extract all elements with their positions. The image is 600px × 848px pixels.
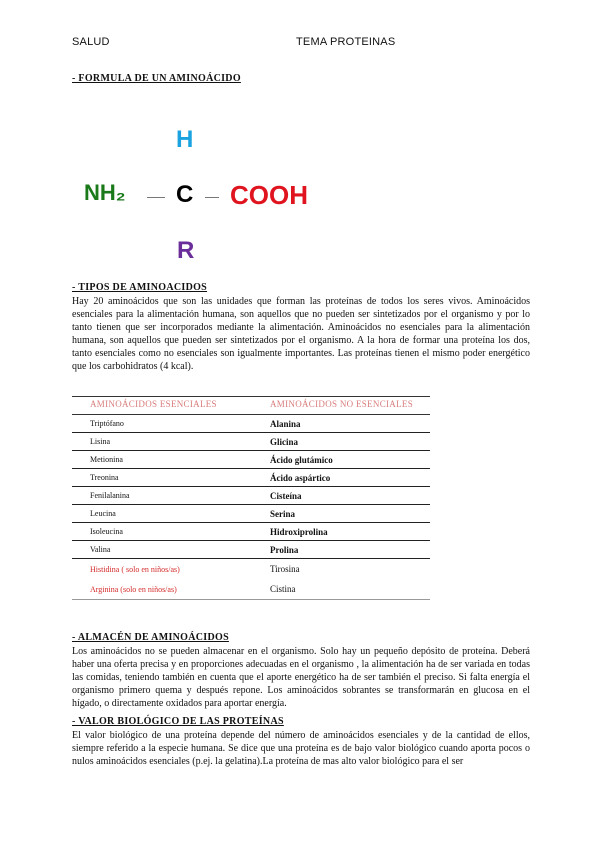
esencial-cell-children: Histidina ( solo en niños/as) <box>90 564 180 574</box>
table-row <box>72 487 430 505</box>
formula-c: C <box>176 181 194 208</box>
header-subject: SALUD <box>72 36 110 48</box>
table-row <box>72 541 430 559</box>
formula-heading: - FORMULA DE UN AMINOÁCIDO <box>72 73 241 84</box>
no-esencial-cell: Tirosina <box>270 564 300 574</box>
almacen-heading: - ALMACÉN DE AMINOÁCIDOS <box>72 632 229 643</box>
table-row <box>72 469 430 487</box>
table-header-esenciales: AMINOÁCIDOS ESENCIALES <box>72 397 262 415</box>
no-esencial-cell: Prolina <box>262 541 430 559</box>
formula-bond-right <box>205 197 219 198</box>
tipos-heading: - TIPOS DE AMINOACIDOS <box>72 282 208 293</box>
esencial-cell: Isoleucina <box>72 523 262 541</box>
tipos-paragraph: Hay 20 aminoácidos que son las unidades que forman las proteínas de todos los seres vivos. Aminoácidos esenciales para la alimentación humana, son aquellos que no pueden ser sintetizados por el organismo y por lo tanto tienen que ser incorporados mediante la alimentación. Aminoácidos no esenciales para la alimentación humana, son aquellos que pueden ser sintetizados por el organismo. A la hora de formar una proteína los dos, tanto esenciales como no esenciales son igualmente importantes. Las proteínas tienen el mismo poder energético que los carbohidratos (4 kcal). <box>72 296 530 372</box>
no-esencial-cell: Cistina <box>262 579 430 600</box>
no-esencial-cell: Cisteína <box>262 487 430 505</box>
table-row <box>72 451 430 469</box>
esencial-cell: Fenilalanina <box>72 487 262 505</box>
no-esencial-cell: Glicina <box>262 433 430 451</box>
amino-acid-table <box>72 396 430 600</box>
no-esencial-cell: Ácido glutámico <box>262 451 430 469</box>
table-row <box>72 415 430 433</box>
esencial-cell: Triptófano <box>72 415 262 433</box>
no-esencial-cell: Hidroxiprolina <box>262 523 430 541</box>
no-esencial-cell: Ácido aspártico <box>262 469 430 487</box>
table-row <box>72 559 430 580</box>
table-row <box>72 523 430 541</box>
esencial-cell: Treonina <box>72 469 262 487</box>
table-header-no-esenciales: AMINOÁCIDOS NO ESENCIALES <box>262 397 430 415</box>
formula-r: R <box>177 237 195 264</box>
table-row <box>72 505 430 523</box>
table-row <box>72 579 430 600</box>
no-esencial-cell: Serina <box>262 505 430 523</box>
header-topic: TEMA PROTEINAS <box>296 36 396 48</box>
esencial-cell-children: Arginina (solo en niños/as) <box>72 579 262 600</box>
formula-h: H <box>176 126 194 153</box>
valor-paragraph: El valor biológico de una proteína depende del número de aminoácidos esenciales y de la cantidad de ellos, siempre referido a la especie humana. Se dice que una proteína es de bajo valor biológico cuando aporta pocos o nulos aminoácidos esenciales (p.ej. la gelatina).La proteína de mas alto valor biológico para el ser <box>72 730 530 767</box>
formula-cooh: COOH <box>230 180 308 210</box>
formula-nh2: NH₂ <box>84 180 126 205</box>
table-row <box>72 433 430 451</box>
no-esencial-cell: Alanina <box>262 415 430 433</box>
esencial-cell: Metionina <box>72 451 262 469</box>
esencial-cell: Leucina <box>72 505 262 523</box>
esencial-cell: Valina <box>72 541 262 559</box>
almacen-paragraph: Los aminoácidos no se pueden almacenar en el organismo. Solo hay un pequeño depósito de proteína. Deberá haber una oferta precisa y en proporciones adecuadas en el organismo , la alimentación ha de ser variada en todas las comidas, teniendo también en cuenta que el aporte energético ha de ser también el preciso. Si falta energía el organismo primero quema y después repone. Los aminoácidos sobrantes se transformarán en glucosa en el hígado, o directamente oxidados para aportar energía. <box>72 646 530 709</box>
valor-heading: - VALOR BIOLÓGICO DE LAS PROTEÍNAS <box>72 716 284 727</box>
formula-bond-left <box>147 197 165 198</box>
esencial-cell: Lisina <box>72 433 262 451</box>
